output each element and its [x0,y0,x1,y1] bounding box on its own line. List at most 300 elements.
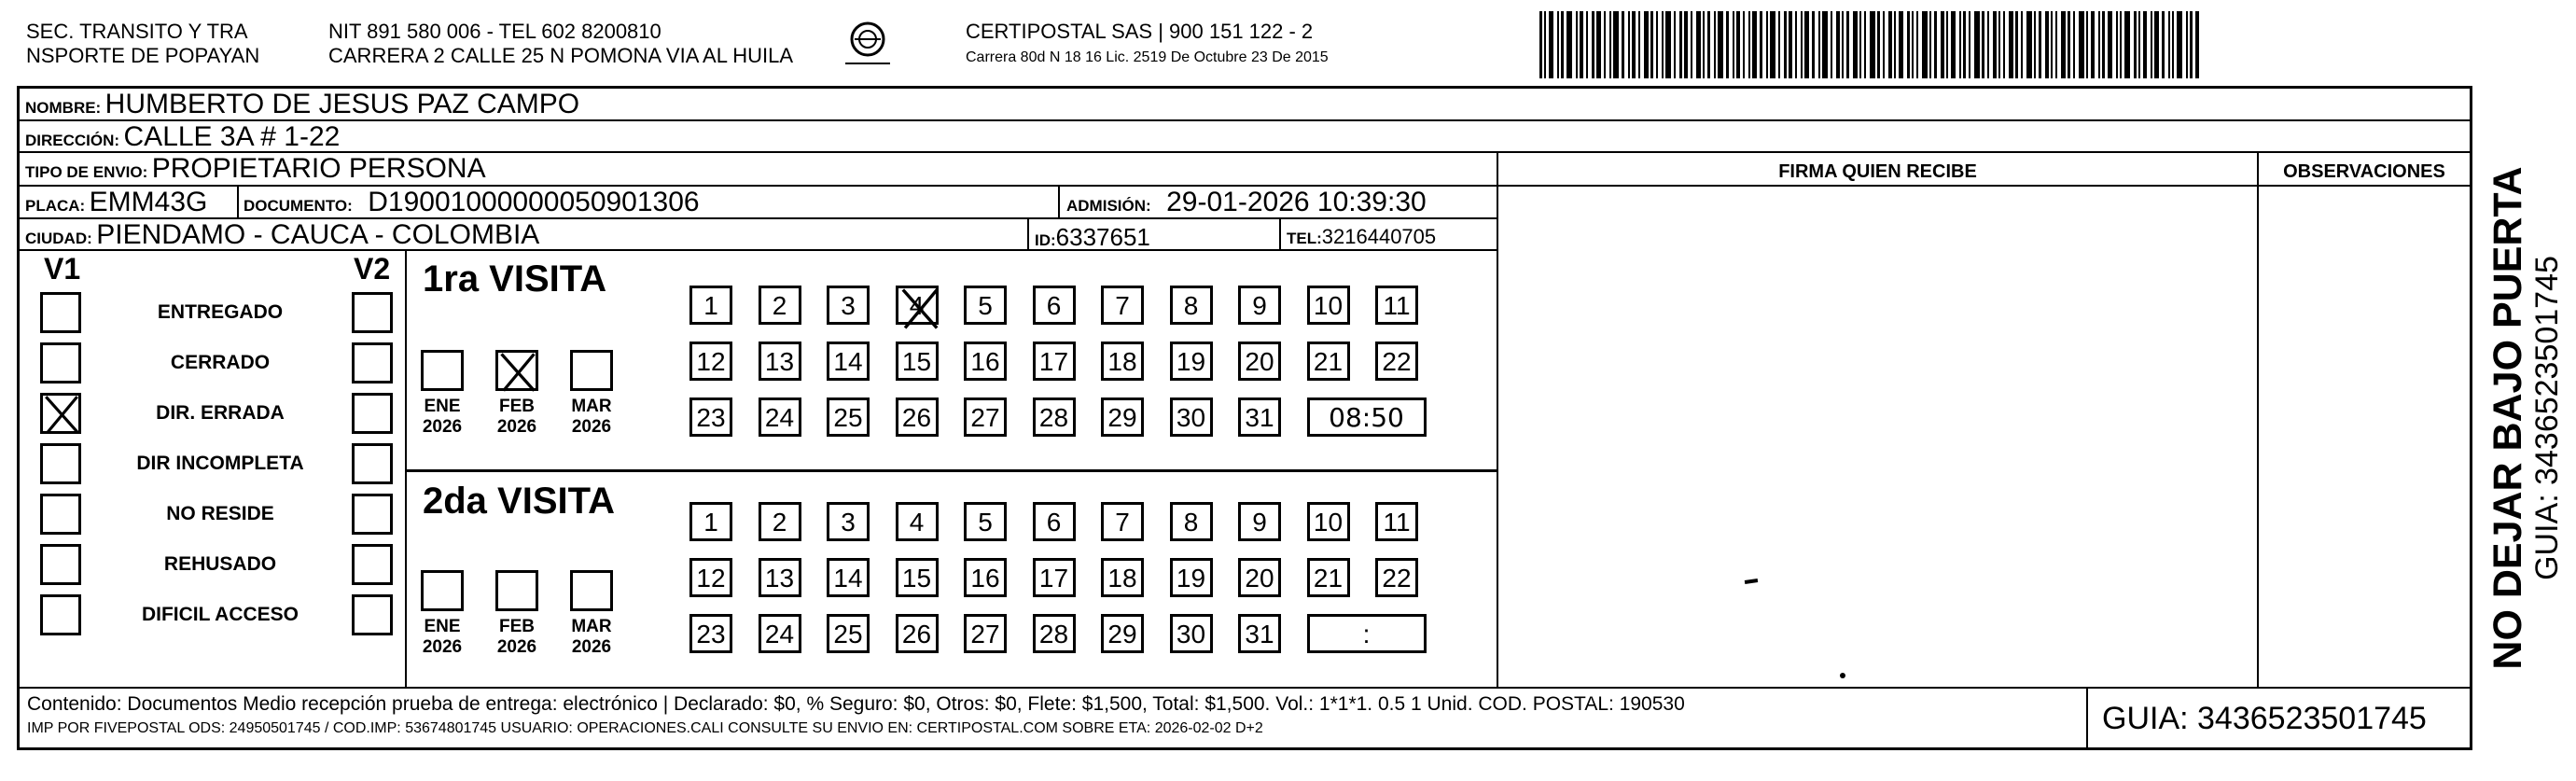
barcode-bar [1934,11,1937,78]
plate-value: EMM43G [89,187,208,217]
barcode-bar [2124,11,2130,78]
document-label: DOCUMENTO: [244,197,353,215]
v1-checkbox[interactable] [40,443,81,484]
day-number: 17 [1038,564,1069,593]
day-cell-27[interactable] [964,614,1007,653]
barcode-bar [1842,11,1844,78]
day-cell-16[interactable] [964,342,1007,381]
day-number: 5 [978,508,993,537]
barcode-bar [2138,11,2140,78]
barcode-bar [1907,11,1910,78]
day-number: 11 [1383,508,1411,537]
day-cell-11[interactable] [1375,286,1418,325]
barcode-bar [1549,11,1553,78]
barcode [1539,11,2295,78]
day-cell-16[interactable] [964,558,1007,597]
side-warning: NO DEJAR BAJO PUERTA [2485,166,2530,670]
side-panel [2477,86,2570,750]
barcode-bar [2086,11,2088,78]
day-cell-21[interactable] [1307,342,1350,381]
day-number: 21 [1313,347,1344,376]
visit2-title: 2da VISITA [423,481,615,522]
day-cell-3[interactable] [827,502,870,541]
name-row [20,89,2470,121]
day-number: 4 [909,291,925,320]
barcode-bar [1622,11,1624,78]
barcode-bar [1544,11,1546,78]
day-cell-18[interactable] [1101,558,1144,597]
day-number: 30 [1176,403,1206,432]
day-number: 29 [1107,620,1137,649]
v2-checkbox[interactable] [352,544,393,585]
day-number: 15 [901,564,932,593]
day-cell-14[interactable] [827,342,870,381]
barcode-bar [1703,11,1705,78]
year-label: 2026 [496,417,537,437]
barcode-bar [1557,11,1559,78]
day-cell-8[interactable] [1170,286,1213,325]
barcode-bar [2186,11,2188,78]
barcode-bar [1580,11,1583,78]
month-checkbox-ene[interactable] [421,570,464,611]
day-number: 26 [901,620,932,649]
license-line: Carrera 80d N 18 16 Lic. 2519 De Octubre 23 De 2015 [966,49,1329,65]
barcode-bar [1941,11,1944,78]
barcode-bar [1804,11,1809,78]
barcode-bar [1696,11,1701,78]
day-cell-5[interactable] [964,286,1007,325]
barcode-bar [1736,11,1740,78]
observations-label: OBSERVACIONES [2283,161,2445,182]
day-cell-13[interactable] [759,342,801,381]
day-cell-25[interactable] [827,614,870,653]
barcode-bar [1864,11,1866,78]
barcode-bar [1609,11,1611,78]
barcode-bar [1922,11,1928,78]
barcode-bar [1718,11,1723,78]
v1-checkbox[interactable] [40,544,81,585]
barcode-bar [2154,11,2159,78]
month-label: FEB [499,397,535,416]
day-number: 22 [1382,347,1412,376]
barcode-bar [1665,11,1671,78]
barcode-bar [1733,11,1734,78]
day-cell-24[interactable] [759,614,801,653]
barcode-bar [1760,11,1762,78]
divider [237,187,239,219]
day-cell-28[interactable] [1033,614,1076,653]
barcode-bar [2015,11,2018,78]
footer-line-1: Contenido: Documentos Medio recepción prueba de entrega: electrónico | Declarado: $0, % Seguro: $0, Otros: $0, Flete: $1,500, Total: $1,500. Vol.: 1*1*1. 0.5 1 Unid. COD. POSTAL: 190530 [27,693,1685,715]
month-checkbox-mar[interactable] [570,570,613,611]
barcode-bar [1894,11,1896,78]
barcode-bar [2055,11,2057,78]
barcode-bar [1822,11,1828,78]
address-row [20,121,2470,153]
day-cell-21[interactable] [1307,558,1350,597]
day-cell-19[interactable] [1170,558,1213,597]
barcode-bar [2108,11,2112,78]
barcode-bar [1766,11,1768,78]
barcode-bar [1632,11,1636,78]
barcode-bar [1963,11,1966,78]
day-cell-2[interactable] [759,502,801,541]
barcode-bar [1912,11,1914,78]
day-cell-12[interactable] [689,342,732,381]
barcode-bar [1748,11,1750,78]
day-cell-11[interactable] [1375,502,1418,541]
barcode-bar [2045,11,2049,78]
day-cell-22[interactable] [1375,558,1418,597]
barcode-bar [1613,11,1619,78]
barcode-bar [1859,11,1861,78]
barcode-bar [2061,11,2066,78]
month-label: ENE [424,397,461,416]
day-number: 7 [1115,508,1130,537]
day-number: 29 [1107,403,1137,432]
day-number: 1 [703,508,718,537]
day-number: 6 [1046,508,1062,537]
signature-mark [1745,579,1758,584]
v2-checkbox[interactable] [352,292,393,333]
side-guia: GUIA: 3436523501745 [2529,256,2565,580]
day-number: 12 [696,564,726,593]
barcode-bar [1561,11,1564,78]
day-number: 14 [833,564,863,593]
day-cell-18[interactable] [1101,342,1144,381]
day-cell-2[interactable] [759,286,801,325]
day-cell-20[interactable] [1238,558,1281,597]
barcode-bar [1795,11,1797,78]
month-year-label [491,397,543,438]
barcode-bar [2009,11,2013,78]
barcode-bar [1638,11,1640,78]
tel-label: TEL: [1287,230,1322,247]
day-cell-19[interactable] [1170,342,1213,381]
signature-mark [1840,673,1845,678]
day-cell-10[interactable] [1307,286,1350,325]
day-cell-3[interactable] [827,286,870,325]
recipient-address: CALLE 3A # 1-22 [123,121,341,152]
city-value: PIENDAMO - CAUCA - COLOMBIA [96,219,540,250]
day-cell-23[interactable] [689,614,732,653]
barcode-bar [1974,11,1980,78]
day-cell-14[interactable] [827,558,870,597]
barcode-bar [1679,11,1682,78]
barcode-bar [1846,11,1849,78]
admission-label: ADMISIÓN: [1066,197,1151,215]
day-cell-1[interactable] [689,286,732,325]
day-number: 28 [1038,620,1069,649]
barcode-bar [2039,11,2041,78]
barcode-bar [2021,11,2023,78]
footer-guia: GUIA: 3436523501745 [2102,701,2427,736]
day-cell-30[interactable] [1170,614,1213,653]
day-cell-31[interactable] [1238,397,1281,437]
barcode-bar [1812,11,1815,78]
day-number: 13 [764,564,795,593]
barcode-bar [1969,11,1970,78]
day-cell-7[interactable] [1101,286,1144,325]
barcode-bar [1714,11,1716,78]
day-number: 27 [970,620,1000,649]
day-number: 25 [833,620,863,649]
day-cell-8[interactable] [1170,502,1213,541]
barcode-bar [1870,11,1875,78]
day-cell-20[interactable] [1238,342,1281,381]
x-mark-icon [897,286,943,332]
barcode-bar [1982,11,1984,78]
barcode-bar [1929,11,1931,78]
barcode-bar [1576,11,1578,78]
barcode-bar [2134,11,2137,78]
day-cell-29[interactable] [1101,397,1144,437]
month-label: MAR [571,397,612,416]
day-number: 7 [1115,291,1130,320]
day-number: 16 [970,347,1000,376]
status-label: REHUSADO [163,553,277,575]
time-field[interactable]: 08:50 [1307,397,1427,437]
time-field[interactable]: : [1307,614,1427,653]
status-label: ENTREGADO [157,301,284,323]
barcode-bar [1831,11,1832,78]
barcode-bar [1916,11,1918,78]
barcode-bar [2151,11,2152,78]
barcode-bar [1784,11,1787,78]
day-cell-9[interactable] [1238,502,1281,541]
address-line: CARRERA 2 CALLE 25 N POMONA VIA AL HUILA [328,44,794,67]
day-number: 22 [1382,564,1412,593]
barcode-bar [1662,11,1664,78]
signature-area[interactable] [1498,187,2257,687]
barcode-bar [1789,11,1792,78]
v2-checkbox[interactable] [352,342,393,384]
certipostal-logo [842,19,894,71]
month-year-label [416,397,468,438]
day-number: 18 [1107,347,1137,376]
name-label: NOMBRE: [25,99,102,117]
year-label: 2026 [571,637,612,657]
month-checkbox-mar[interactable] [570,350,613,391]
month-label: ENE [424,617,461,636]
month-checkbox-feb[interactable] [495,570,538,611]
day-number: 12 [696,347,726,376]
day-cell-28[interactable] [1033,397,1076,437]
barcode-bar [2098,11,2100,78]
divider [1027,219,1029,251]
day-number: 13 [764,347,795,376]
day-cell-26[interactable] [896,397,939,437]
day-number: 6 [1046,291,1062,320]
status-label: NO RESIDE [166,503,274,524]
barcode-bar [1566,11,1572,78]
v1-checkbox[interactable] [40,393,81,434]
company-line: CERTIPOSTAL SAS | 900 151 122 - 2 [966,20,1314,43]
day-cell-1[interactable] [689,502,732,541]
day-cell-25[interactable] [827,397,870,437]
barcode-bar [1684,11,1688,78]
day-number: 31 [1245,403,1274,432]
barcode-bar [2068,11,2070,78]
barcode-bar [1592,11,1594,78]
barcode-bar [2162,11,2165,78]
month-label: MAR [571,617,612,636]
barcode-bar [1628,11,1630,78]
v1-checkbox[interactable] [40,342,81,384]
barcode-bar [2116,11,2118,78]
barcode-bar [1656,11,1658,78]
barcode-bar [1987,11,1989,78]
delivery-form [17,86,2472,750]
day-cell-6[interactable] [1033,502,1076,541]
barcode-bar [2091,11,2095,78]
day-cell-17[interactable] [1033,558,1076,597]
observations-area[interactable] [2259,187,2470,687]
type-label: TIPO DE ENVIO: [25,163,148,181]
day-number: 8 [1183,508,1199,537]
day-cell-5[interactable] [964,502,1007,541]
barcode-bar [2120,11,2122,78]
shipment-type: PROPIETARIO PERSONA [151,153,486,184]
v1-checkbox[interactable] [40,594,81,635]
barcode-bar [1993,11,1997,78]
v2-checkbox[interactable] [352,393,393,434]
barcode-bar [1899,11,1903,78]
day-number: 23 [696,620,726,649]
barcode-bar [2073,11,2075,78]
barcode-bar [1801,11,1803,78]
day-number: 28 [1038,403,1069,432]
barcode-bar [1604,11,1606,78]
day-cell-6[interactable] [1033,286,1076,325]
id-label: ID: [1035,231,1056,249]
day-number: 18 [1107,564,1137,593]
day-number: 24 [764,620,795,649]
day-number: 1 [703,291,718,320]
day-number: 16 [970,564,1000,593]
day-number: 27 [970,403,1000,432]
day-cell-13[interactable] [759,558,801,597]
v2-checkbox[interactable] [352,494,393,535]
barcode-bar [2168,11,2170,78]
day-cell-31[interactable] [1238,614,1281,653]
day-cell-29[interactable] [1101,614,1144,653]
barcode-bar [1674,11,1676,78]
barcode-bar [2190,11,2193,78]
x-mark-icon [495,350,540,395]
day-number: 8 [1183,291,1199,320]
month-label: FEB [499,617,535,636]
barcode-bar [2143,11,2147,78]
day-cell-12[interactable] [689,558,732,597]
barcode-bar [2195,11,2199,78]
barcode-bar [1596,11,1601,78]
day-number: 23 [696,403,726,432]
barcode-bar [2003,11,2005,78]
barcode-bar [2051,11,2053,78]
day-cell-27[interactable] [964,397,1007,437]
month-year-label [416,617,468,658]
month-checkbox-ene[interactable] [421,350,464,391]
day-cell-23[interactable] [689,397,732,437]
plate-label: PLACA: [25,197,86,215]
document-value: D19001000000050901306 [368,187,700,217]
day-cell-4[interactable] [896,286,939,325]
day-cell-15[interactable] [896,342,939,381]
year-label: 2026 [422,637,463,657]
day-number: 3 [841,508,856,537]
day-number: 21 [1313,564,1344,593]
day-number: 19 [1176,564,1206,593]
barcode-bar [1586,11,1588,78]
day-cell-15[interactable] [896,558,939,597]
day-cell-7[interactable] [1101,502,1144,541]
day-number: 3 [841,291,856,320]
year-label: 2026 [496,637,537,657]
divider [1058,187,1060,219]
divider [2086,687,2088,747]
plate-row [20,187,1497,219]
barcode-bar [2102,11,2105,78]
barcode-bar [1707,11,1710,78]
month-year-label [491,617,543,658]
v2-label: V2 [354,252,391,286]
barcode-bar [1818,11,1820,78]
day-cell-4[interactable] [896,502,939,541]
barcode-bar [1743,11,1745,78]
day-number: 10 [1313,508,1344,537]
barcode-bar [1770,11,1775,78]
admission-value: 29-01-2026 10:39:30 [1166,187,1427,217]
day-number: 5 [978,291,993,320]
barcode-bar [1778,11,1780,78]
barcode-bar [2172,11,2174,78]
day-number: 14 [833,347,863,376]
month-checkbox-feb[interactable] [495,350,538,391]
divider [405,469,1497,472]
v2-checkbox[interactable] [352,594,393,635]
address-label: DIRECCIÓN: [25,132,120,149]
day-cell-26[interactable] [896,614,939,653]
barcode-bar [2034,11,2036,78]
status-label: DIFICIL ACCESO [141,604,299,625]
year-label: 2026 [571,417,612,437]
day-cell-24[interactable] [759,397,801,437]
v2-checkbox[interactable] [352,443,393,484]
nit-line: NIT 891 580 006 - TEL 602 8200810 [328,20,661,43]
day-cell-9[interactable] [1238,286,1281,325]
day-number: 2 [772,508,787,537]
day-cell-10[interactable] [1307,502,1350,541]
barcode-bar [1752,11,1757,78]
month-year-label [565,617,618,658]
v1-checkbox[interactable] [40,494,81,535]
barcode-bar [1998,11,2000,78]
day-cell-30[interactable] [1170,397,1213,437]
day-number: 2 [772,291,787,320]
barcode-bar [1853,11,1858,78]
barcode-bar [1726,11,1729,78]
day-cell-22[interactable] [1375,342,1418,381]
day-number: 31 [1245,620,1274,649]
barcode-bar [2177,11,2182,78]
recipient-name: HUMBERTO DE JESUS PAZ CAMPO [104,89,580,119]
day-number: 30 [1176,620,1206,649]
day-number: 9 [1252,291,1267,320]
barcode-bar [1959,11,1961,78]
v1-checkbox[interactable] [40,292,81,333]
day-cell-17[interactable] [1033,342,1076,381]
